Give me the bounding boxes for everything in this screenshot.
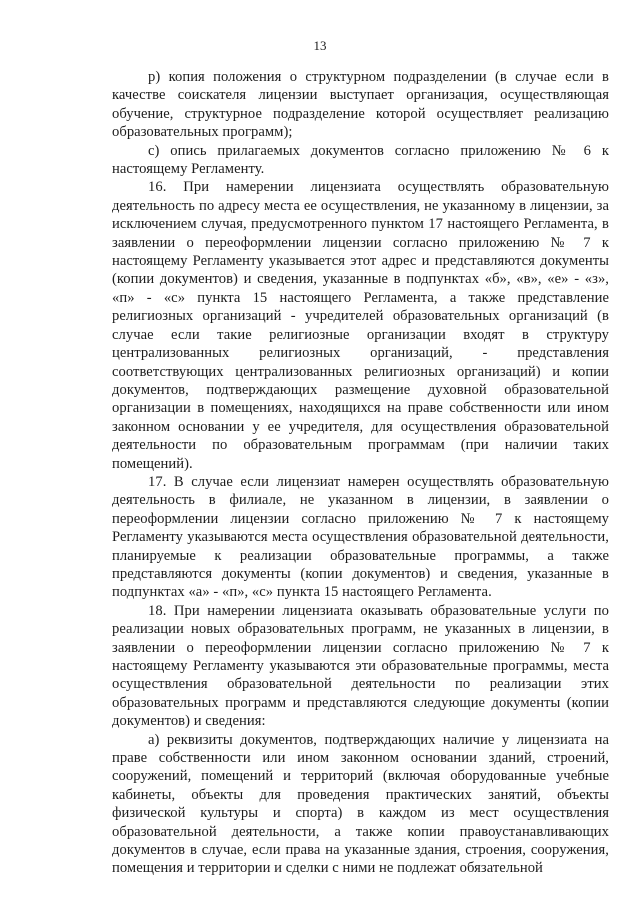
- paragraph-item-18: 18. При намерении лицензиата оказывать образовательные услуги по реализации новых образовательных программ, не указанных в лицензии, в заявлении о переоформлении лицензии согласно приложению № 7 к настоящему Регламенту указываются эти образовательные программы, места осуществления образовательной деятельности по реализации этих образовательных программ и представляются следующие документы (копии документов) и сведения:: [112, 602, 609, 730]
- paragraph-item-17: 17. В случае если лицензиат намерен осуществлять образовательную деятельность в филиале, не указанном в лицензии, в заявлении о переоформлении лицензии согласно приложению № 7 к настоящему Регламенту указываются места осуществления образовательной деятельности, планируемые к реализации образовательные программы, а также представляются документы (копии документов) и сведения, указанные в подпунктах «а» - «п», «с» пункта 15 настоящего Регламента.: [112, 473, 609, 601]
- paragraph-subitem-r: р) копия положения о структурном подразделении (в случае если в качестве соискателя лицензии выступает организация, осуществляющая обучение, структурное подразделение которой осуществляет реализацию образовательных программ);: [112, 69, 609, 141]
- document-body: [112, 68, 609, 878]
- paragraph-subitem-a: а) реквизиты документов, подтверждающих наличие у лицензиата на праве собственности или ином законном основании зданий, строений, сооружений, помещений и территорий (включая оборудованные учебные кабинеты, объекты для проведения практических занятий, объекты физической культуры и спорта) в каждом из мест осуществления образовательной деятельности, а также копии правоустанавливающих документов в случае, если права на указанные здания, строения, сооружения, помещения и территории и сделки с ними не подлежат обязательной: [112, 731, 609, 877]
- page-number: 13: [313, 38, 327, 53]
- paragraph-subitem-s: с) опись прилагаемых документов согласно приложению № 6 к настоящему Регламенту.: [112, 142, 609, 178]
- paragraph-item-16: 16. При намерении лицензиата осуществлять образовательную деятельность по адресу места ее осуществления, не указанному в лицензии, за исключением случая, предусмотренного пунктом 17 настоящего Регламента, в заявлении о переоформлении лицензии согласно приложению № 7 к настоящему Регламенту указывается этот адрес и представляются документы (копии документов) и сведения, указанные в подпунктах «б», «в», «е» - «з», «п» - «с» пункта 15 настоящего Регламента, а также представление религиозных организаций - учредителей образовательных организаций (в случае если такие религиозные организации входят в структуру централизованных религиозных организаций, - представления соответствующих централизованных религиозных организаций) и копии документов, подтверждающих размещение духовной образовательной организации в помещениях, находящихся на праве собственности или ином законном основании у ее учредителя, для осуществления образовательной деятельности по образовательным программам (при наличии таких помещений).: [112, 179, 609, 472]
